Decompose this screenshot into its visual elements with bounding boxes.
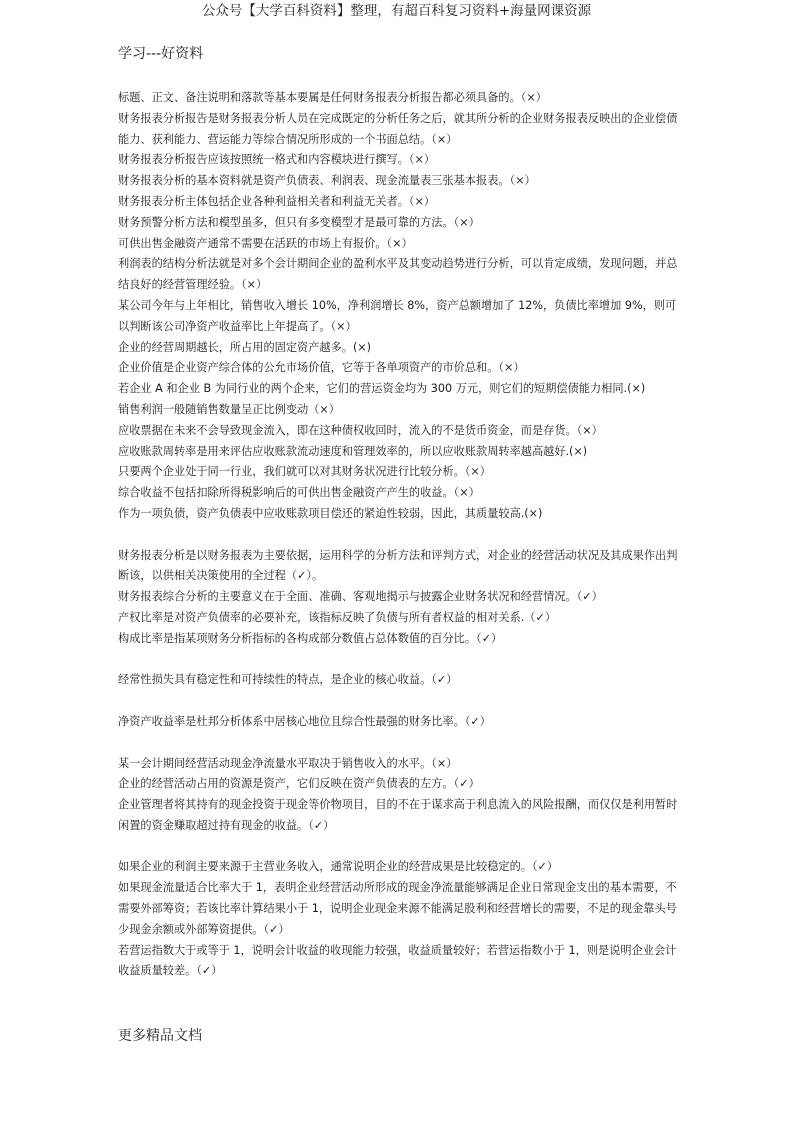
statement-paragraph: 财务报表综合分析的主要意义在于全面、准确、客观地揭示与披露企业财务状况和经营情况。（✓） [118, 590, 603, 604]
statement-paragraph: 构成比率是指某项财务分析指标的各构成部分数值占总体数值的百分比。（✓） [118, 631, 503, 645]
statement-paragraph: 财务报表分析报告是财务报表分析人员在完成既定的分析任务之后，就其所分析的企业财务报表反映出的企业偿债能力、获利能力、营运能力等综合情况所形成的一个书面总结。（×） [118, 111, 678, 146]
statement-paragraph: 综合收益不包括扣除所得税影响后的可供出售金融资产产生的收益。（×） [118, 486, 480, 500]
document-header: 公众号【大学百科资料】整理，有超百科复习资料+海量网课资源 [201, 3, 592, 19]
statement-paragraph: 净资产收益率是杜邦分析体系中居核心地位且综合性最强的财务比率。（✓） [118, 714, 491, 728]
statement-paragraph: 若企业 A 和企业 B 为同行业的两个企来，它们的营运资金均为 300 万元，则它们的短期偿债能力相同.(×) [118, 382, 646, 396]
statement-paragraph: 如果企业的利润主要来源于主营业务收入，通常说明企业的经营成果是比较稳定的。（✓） [118, 860, 559, 874]
statement-paragraph: 标题、正文、备注说明和落款等基本要属是任何财务报表分析报告都必须具备的。（×） [118, 91, 547, 104]
statement-paragraph: 企业的经营活动占用的资源是资产，它们反映在资产负债表的左方。（✓） [118, 777, 480, 791]
statement-paragraph: 某一会计期间经营活动现金净流量水平取决于销售收入的水平。（×） [118, 756, 458, 770]
statement-paragraph: 产权比率是对资产负债率的必要补充，该指标反映了负债与所有者权益的相对关系.（✓） [118, 610, 557, 624]
statement-paragraph: 作为一项负债，资产负债表中应收账款项目偿还的紧迫性较弱，因此，其质量较高.(×) [118, 506, 543, 520]
statement-paragraph: 企业价值是企业资产综合体的公允市场价值，它等于各单项资产的市价总和。（×） [118, 361, 525, 375]
statement-paragraph: 只要两个企业处于同一行业，我们就可以对其财务状况进行比较分析。（×） [118, 465, 491, 479]
statement-paragraph: 利润表的结构分析法就是对多个会计期间企业的盈利水平及其变动趋势进行分析，可以肯定成绩，发现问题，并总结良好的经营管理经验。（×） [118, 257, 678, 292]
statement-paragraph: 销售利润一般随销售数量呈正比例变动（×） [118, 402, 340, 416]
statement-paragraph: 财务报表分析是以财务报表为主要依据，运用科学的分析方法和评判方式，对企业的经营活动状况及其成果作出判断该，以供相关决策使用的全过程（✓）。 [118, 548, 678, 583]
statement-paragraph: 应收票据在未来不会导致现金流入，即在这种债权收回时，流入的不是货币资金，而是存货。（×） [118, 423, 603, 437]
statement-paragraph: 财务报表分析的基本资料就是资产负债表、利润表、现金流量表三张基本报表。（×） [118, 174, 536, 188]
statement-paragraph: 财务报表分析报告应该按照统一格式和内容模块进行撰写。（×） [118, 153, 436, 167]
statement-paragraph: 若营运指数大于或等于 1，说明会计收益的收现能力较强，收益质量较好；若营运指数小于 1，则是说明企业会计收益质量较差。（✓） [118, 943, 677, 978]
statement-paragraph: 应收账款周转率是用来评估应收账款流动速度和管理效率的，所以应收账款周转率越高越好.(×) [118, 444, 588, 458]
statement-paragraph: 财务报表分析主体包括企业各种利益相关者和利益无关者。（×） [118, 194, 436, 208]
statement-paragraph: 企业的经营周期越长，所占用的固定资产越多。(×) [118, 340, 372, 354]
statement-paragraph: 经常性损失具有稳定性和可持续性的特点，是企业的核心收益。（✓） [118, 673, 458, 687]
statement-paragraph: 财务预警分析方法和模型虽多，但只有多变模型才是最可靠的方法。（×） [118, 215, 480, 229]
statement-paragraph: 可供出售金融资产通常不需要在活跃的市场上有报价。（×） [118, 236, 413, 250]
statement-paragraph: 某公司今年与上年相比，销售收入增长 10%，净利润增长 8%，资产总额增加了 12%，负债比率增加 9%，则可以判断该公司净资产收益率比上年提高了。（×） [118, 298, 677, 333]
document-footer: 更多精品文档 [118, 1028, 202, 1044]
document-body [118, 88, 678, 982]
statement-paragraph: 如果现金流量适合比率大于 1，表明企业经营活动所形成的现金净流量能够满足企业日常现金支出的基本需要，不需要外部筹资；若该比率计算结果小于 1，说明企业现金来源不能满足股利和经营增长的需要，不足的现金靠头号少现金余额或外部筹资提供。（✓） [118, 881, 677, 936]
document-subtitle: 学习---好资料 [118, 46, 204, 62]
statement-paragraph: 企业管理者将其持有的现金投资于现金等价物项目，目的不在于谋求高于利息流入的风险报酬，而仅仅是利用暂时闲置的资金赚取超过持有现金的收益。（✓） [118, 798, 678, 832]
